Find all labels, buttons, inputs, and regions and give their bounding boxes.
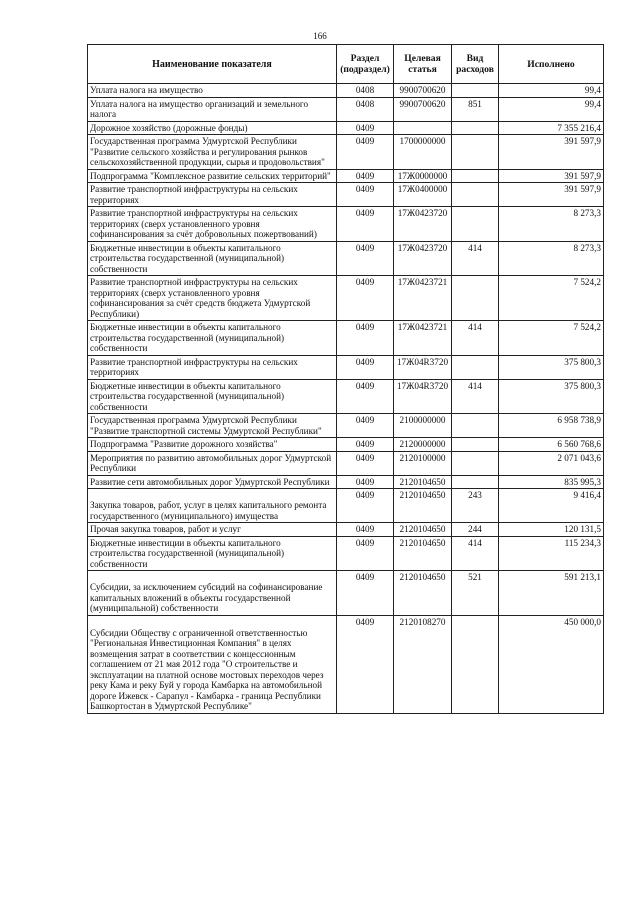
- cell-section: 0409: [337, 451, 394, 475]
- table-header-row: [88, 45, 604, 84]
- table-row: [88, 475, 604, 489]
- cell-section: 0409: [337, 135, 394, 170]
- cell-name: Бюджетные инвестиции в объекты капитального строительства государственной (муниципальной) собственности: [88, 536, 337, 571]
- cell-kind: [452, 169, 499, 183]
- header-done: Исполнено: [499, 45, 604, 84]
- cell-section: 0409: [337, 183, 394, 207]
- cell-name: Развитие транспортной инфраструктуры на сельских территориях (сверх установленного уровня софинансирования за счёт добровольных пожертвований): [88, 207, 337, 242]
- cell-done: 375 800,3: [499, 379, 604, 414]
- cell-target: 17Ж04R3720: [394, 379, 452, 414]
- cell-target: 17Ж0423720: [394, 241, 452, 276]
- cell-name: Государственная программа Удмуртской Республики "Развитие сельского хозяйства и регулирования рынков сельскохозяйственной продукции, сырья и продовольствия": [88, 135, 337, 170]
- cell-target: 2120104650: [394, 489, 452, 523]
- cell-target: 9900700620: [394, 84, 452, 98]
- cell-name: Прочая закупка товаров, работ и услуг: [88, 523, 337, 537]
- cell-section: 0409: [337, 475, 394, 489]
- table-row: [88, 183, 604, 207]
- cell-target: 2120104650: [394, 523, 452, 537]
- cell-kind: 243: [452, 489, 499, 523]
- cell-target: 2120104650: [394, 536, 452, 571]
- cell-section: 0409: [337, 355, 394, 379]
- table-row: [88, 379, 604, 414]
- cell-target: 17Ж0423720: [394, 207, 452, 242]
- table-row: [88, 207, 604, 242]
- cell-section: 0408: [337, 84, 394, 98]
- table-row: [88, 355, 604, 379]
- cell-section: 0409: [337, 438, 394, 452]
- table-row: [88, 276, 604, 321]
- cell-target: 2120104650: [394, 571, 452, 616]
- cell-kind: [452, 84, 499, 98]
- cell-done: 835 995,3: [499, 475, 604, 489]
- cell-kind: [452, 355, 499, 379]
- table-row: [88, 438, 604, 452]
- table-row: [88, 451, 604, 475]
- cell-done: 8 273,3: [499, 241, 604, 276]
- cell-kind: [452, 183, 499, 207]
- cell-section: 0409: [337, 121, 394, 135]
- cell-target: 9900700620: [394, 97, 452, 121]
- cell-section: 0409: [337, 169, 394, 183]
- cell-name: Государственная программа Удмуртской Республики "Развитие транспортной системы Удмуртской Республики": [88, 414, 337, 438]
- table-row: [88, 414, 604, 438]
- cell-section: 0409: [337, 414, 394, 438]
- cell-done: 2 071 043,6: [499, 451, 604, 475]
- cell-done: 7 355 216,4: [499, 121, 604, 135]
- cell-target: 2120100000: [394, 451, 452, 475]
- cell-kind: 414: [452, 536, 499, 571]
- cell-name: Подпрограмма "Развитие дорожного хозяйства": [88, 438, 337, 452]
- cell-done: 375 800,3: [499, 355, 604, 379]
- cell-target: [394, 121, 452, 135]
- cell-section: 0409: [337, 615, 394, 713]
- cell-name: Бюджетные инвестиции в объекты капитального строительства государственной (муниципальной) собственности: [88, 379, 337, 414]
- cell-target: 17Ж0400000: [394, 183, 452, 207]
- cell-section: 0409: [337, 489, 394, 523]
- cell-kind: [452, 135, 499, 170]
- table-row: [88, 615, 604, 713]
- cell-name: Развитие транспортной инфраструктуры на сельских территориях: [88, 183, 337, 207]
- cell-kind: [452, 121, 499, 135]
- cell-kind: [452, 207, 499, 242]
- cell-target: 17Ж0000000: [394, 169, 452, 183]
- cell-section: 0409: [337, 379, 394, 414]
- cell-section: 0409: [337, 276, 394, 321]
- cell-target: 2100000000: [394, 414, 452, 438]
- cell-done: 9 416,4: [499, 489, 604, 523]
- cell-done: 7 524,2: [499, 276, 604, 321]
- cell-section: 0409: [337, 523, 394, 537]
- cell-target: 2120104650: [394, 475, 452, 489]
- cell-done: 115 234,3: [499, 536, 604, 571]
- cell-kind: 851: [452, 97, 499, 121]
- cell-name: Бюджетные инвестиции в объекты капитального строительства государственной (муниципальной) собственности: [88, 241, 337, 276]
- table-row: [88, 536, 604, 571]
- cell-target: 1700000000: [394, 135, 452, 170]
- table-row: [88, 121, 604, 135]
- cell-name: Субсидии, за исключением субсидий на софинансирование капитальных вложений в объекты государственной (муниципальной) собственности: [88, 571, 337, 616]
- cell-done: 120 131,5: [499, 523, 604, 537]
- cell-kind: [452, 615, 499, 713]
- cell-name: Субсидии Обществу с ограниченной ответственностью "Региональная Инвестиционная Компания" в целях возмещения затрат в соответствии с концессионным соглашением от 21 мая 2012 года "О строительстве и эксплуатации на платной основе мостовых переходов через реку Кама и реку Буй у города Камбарка на автомобильной дороге Ижевск - Сарапул - Камбарка - граница Республики Башкортостан в Удмуртской Республике": [88, 615, 337, 713]
- cell-done: 450 000,0: [499, 615, 604, 713]
- cell-name: Дорожное хозяйство (дорожные фонды): [88, 121, 337, 135]
- table-row: [88, 571, 604, 616]
- cell-target: 2120000000: [394, 438, 452, 452]
- cell-done: 391 597,9: [499, 183, 604, 207]
- cell-done: 6 560 768,6: [499, 438, 604, 452]
- cell-kind: 414: [452, 379, 499, 414]
- cell-done: 591 213,1: [499, 571, 604, 616]
- cell-target: 17Ж04R3720: [394, 355, 452, 379]
- cell-kind: [452, 438, 499, 452]
- cell-done: 391 597,9: [499, 169, 604, 183]
- cell-kind: 244: [452, 523, 499, 537]
- cell-name: Уплата налога на имущество: [88, 84, 337, 98]
- cell-name: Развитие транспортной инфраструктуры на сельских территориях (сверх установленного уровня софинансирования за счёт средств бюджета Удмуртской Республики): [88, 276, 337, 321]
- table-row: [88, 169, 604, 183]
- cell-target: 17Ж0423721: [394, 276, 452, 321]
- cell-section: 0409: [337, 207, 394, 242]
- cell-name: Закупка товаров, работ, услуг в целях капитального ремонта государственного (муниципального) имущества: [88, 489, 337, 523]
- header-name: Наименование показателя: [88, 45, 337, 84]
- cell-done: 6 958 738,9: [499, 414, 604, 438]
- cell-kind: [452, 414, 499, 438]
- cell-target: 2120108270: [394, 615, 452, 713]
- cell-target: 17Ж0423721: [394, 321, 452, 356]
- cell-section: 0409: [337, 321, 394, 356]
- cell-name: Бюджетные инвестиции в объекты капитального строительства государственной (муниципальной) собственности: [88, 321, 337, 356]
- cell-done: 7 524,2: [499, 321, 604, 356]
- cell-kind: 521: [452, 571, 499, 616]
- table-row: [88, 523, 604, 537]
- cell-kind: [452, 276, 499, 321]
- table-row: [88, 489, 604, 523]
- cell-section: 0409: [337, 571, 394, 616]
- cell-name: Развитие сети автомобильных дорог Удмуртской Республики: [88, 475, 337, 489]
- expenditure-table: [87, 44, 604, 714]
- page-number: 166: [313, 31, 327, 41]
- cell-kind: 414: [452, 321, 499, 356]
- cell-done: 99,4: [499, 84, 604, 98]
- cell-name: Подпрограмма "Комплексное развитие сельских территорий": [88, 169, 337, 183]
- cell-kind: 414: [452, 241, 499, 276]
- table-row: [88, 321, 604, 356]
- table-row: [88, 84, 604, 98]
- header-target: Целевая статья: [394, 45, 452, 84]
- cell-done: 8 273,3: [499, 207, 604, 242]
- cell-section: 0408: [337, 97, 394, 121]
- cell-done: 391 597,9: [499, 135, 604, 170]
- cell-kind: [452, 451, 499, 475]
- cell-section: 0409: [337, 241, 394, 276]
- table-row: [88, 97, 604, 121]
- cell-kind: [452, 475, 499, 489]
- cell-section: 0409: [337, 536, 394, 571]
- header-section: Раздел (подраздел): [337, 45, 394, 84]
- table-row: [88, 135, 604, 170]
- header-kind: Вид расходов: [452, 45, 499, 84]
- cell-name: Развитие транспортной инфраструктуры на сельских территориях: [88, 355, 337, 379]
- cell-name: Мероприятия по развитию автомобильных дорог Удмуртской Республики: [88, 451, 337, 475]
- cell-done: 99,4: [499, 97, 604, 121]
- table-row: [88, 241, 604, 276]
- cell-name: Уплата налога на имущество организаций и земельного налога: [88, 97, 337, 121]
